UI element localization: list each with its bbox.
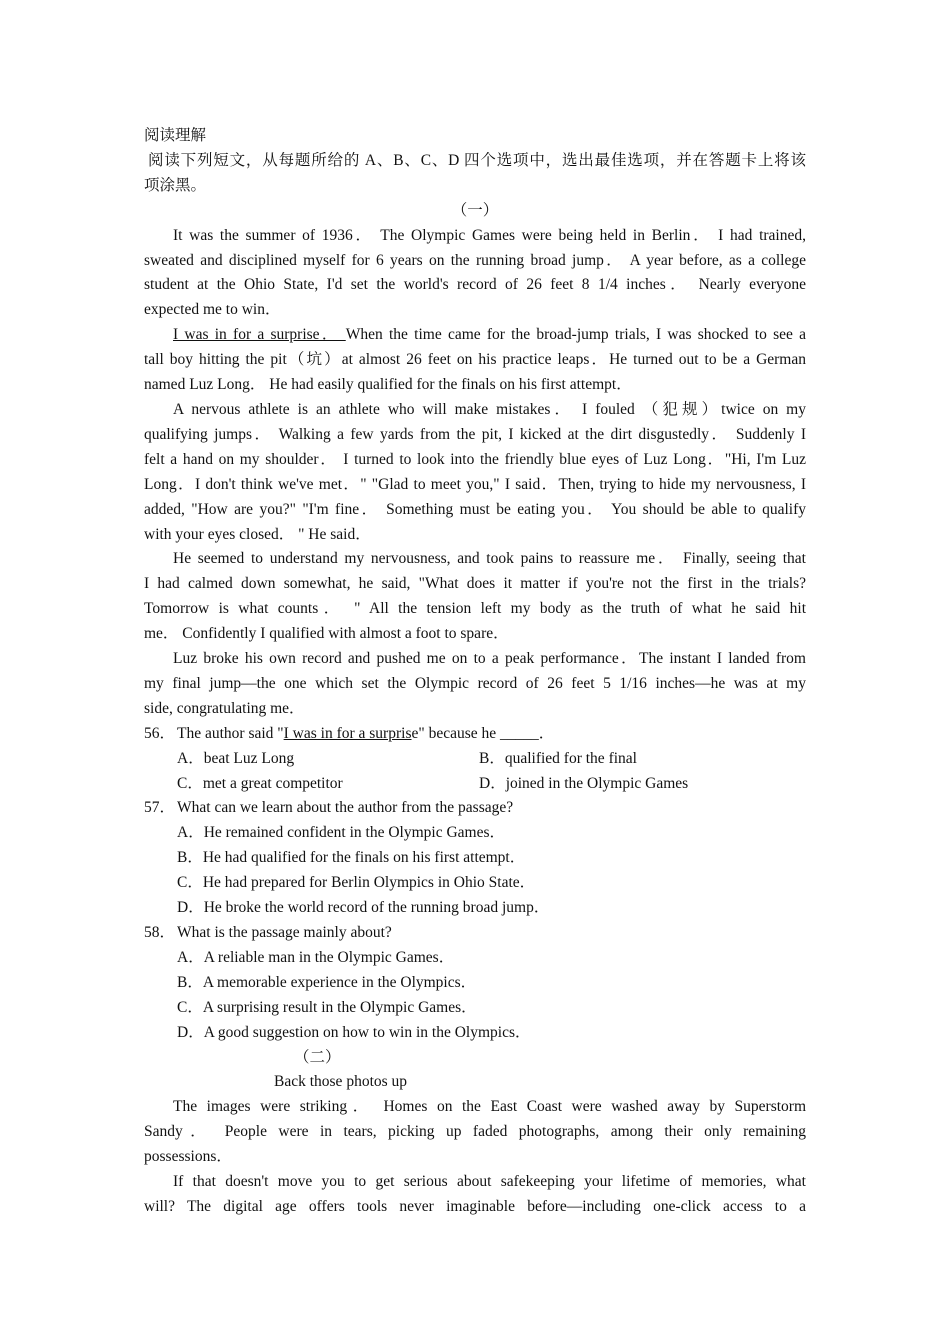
p3-line-2: qualifying jumps． Walking a few yards from the pit, I kicked at the dirt disgustedly． Suddenly I: [144, 425, 806, 443]
section-heading: 阅读理解: [144, 127, 207, 144]
q56-options-row-1: [144, 747, 806, 772]
question-number: 56．: [144, 724, 176, 742]
q56-options-row-2: [144, 772, 806, 797]
p6-line-1: The images were striking． Homes on the East Coast were washed away by Superstorm: [173, 1098, 806, 1116]
p4-line-3: Tomorrow is what counts． " All the tension left my body as the truth of what he said hit: [144, 600, 806, 618]
q58-option-a[interactable]: A．A reliable man in the Olympic Games．: [177, 948, 455, 966]
p1-line-1: It was the summer of 1936． The Olympic Games were being held in Berlin． I had trained,: [173, 226, 806, 244]
question-text: What can we learn about the author from the passage?: [177, 799, 514, 817]
p2-line-2: tall boy hitting the pit（坑）at almost 26 feet on his practice leaps．He turned out to be a German: [144, 351, 806, 369]
q56-option-d[interactable]: D．joined in the Olympic Games: [479, 774, 689, 792]
question-underlined: I was in for a surpris: [283, 724, 412, 742]
question-56: [144, 722, 806, 747]
p5-line-1: Luz broke his own record and pushed me on to a peak performance．The instant I landed from: [173, 650, 806, 668]
p3-line-6: with your eyes closed． " He said．: [144, 525, 371, 543]
p3-line-1: A nervous athlete is an athlete who will make mistakes． I fouled （犯规）twice on my: [173, 400, 806, 418]
part-1-label: （一）: [451, 201, 499, 219]
instructions-line-1: 阅读下列短文，从每题所给的 A、B、C、D 四个选项中，选出最佳选项，并在答题卡上将该: [148, 151, 806, 169]
question-text: What is the passage mainly about?: [177, 924, 392, 941]
question-number: 58．: [144, 924, 176, 941]
p4-line-4: me． Confidently I qualified with almost a foot to spare．: [144, 625, 509, 643]
part-2-title: Back those photos up: [274, 1073, 408, 1091]
p3-line-4: Long．I don't think we've met．" "Glad to meet you," I said．Then, trying to hide my nervousness, I: [144, 475, 806, 493]
p4-line-2: I had calmed down somewhat, he said, "What does it matter if you're not the first in the trials?: [144, 575, 806, 593]
q56-option-c[interactable]: C．met a great competitor: [177, 774, 343, 792]
question-text-pre: The author said ": [177, 724, 284, 742]
q56-option-a[interactable]: A．beat Luz Long: [177, 749, 295, 767]
document-page: [144, 124, 806, 1220]
question-number: 57．: [144, 799, 176, 817]
q57-option-b[interactable]: B．He had qualified for the finals on his first attempt．: [177, 849, 526, 867]
p7-line-2: will? The digital age offers tools never imaginable before—including one-click access to a: [144, 1197, 806, 1215]
q57-option-c[interactable]: C．He had prepared for Berlin Olympics in Ohio State．: [177, 874, 536, 892]
p5-line-2: my final jump—the one which set the Olympic record of 26 feet 5 1/16 inches—he was at my: [144, 674, 806, 692]
p6-line-3: possessions．: [144, 1148, 232, 1166]
instructions-line-2: 项涂黑。: [144, 176, 207, 194]
p2-line-1: [144, 323, 806, 348]
p2-line-1-rest: When the time came for the broad-jump trials, I was shocked to see a: [345, 326, 806, 344]
part-2-label: （二）: [294, 1048, 341, 1066]
p6-line-2: Sandy． People were in tears, picking up faded photographs, among their only remaining: [144, 1123, 806, 1141]
question-text-post: e" because he _____．: [411, 724, 555, 742]
p3-line-3: felt a hand on my shoulder． I turned to look into the friendly blue eyes of Luz Long．"Hi, I'm Luz: [144, 450, 806, 468]
p2-line-3: named Luz Long． He had easily qualified for the finals on his first attempt．: [144, 376, 632, 394]
q58-option-c[interactable]: C．A surprising result in the Olympic Games．: [177, 998, 477, 1016]
question-58: [144, 921, 806, 946]
q56-option-b[interactable]: B．qualified for the final: [479, 749, 637, 767]
p1-line-2: sweated and disciplined myself for 6 years on the running broad jump． A year before, as a college: [144, 251, 806, 269]
p1-line-3: student at the Ohio State, I'd set the world's record of 26 feet 8 1/4 inches． Nearly everyone: [144, 276, 806, 294]
q57-option-d[interactable]: D．He broke the world record of the running broad jump．: [177, 899, 550, 917]
question-57: [144, 796, 806, 821]
underlined-sentence: I was in for a surprise．: [173, 326, 346, 344]
p3-line-5: added, "How are you?" "I'm fine． Something must be eating you． You should be able to qualify: [144, 500, 806, 518]
p7-line-1: If that doesn't move you to get serious about safekeeping your lifetime of memories, what: [173, 1173, 806, 1191]
p5-line-3: side, congratulating me．: [144, 699, 305, 717]
p1-line-4: expected me to win．: [144, 301, 281, 319]
p4-line-1: He seemed to understand my nervousness, and took pains to reassure me． Finally, seeing that: [173, 550, 806, 568]
q58-option-b[interactable]: B．A memorable experience in the Olympics．: [177, 973, 477, 991]
q58-option-d[interactable]: D．A good suggestion on how to win in the Olympics．: [177, 1023, 531, 1041]
q57-option-a[interactable]: A．He remained confident in the Olympic Games．: [177, 824, 505, 842]
